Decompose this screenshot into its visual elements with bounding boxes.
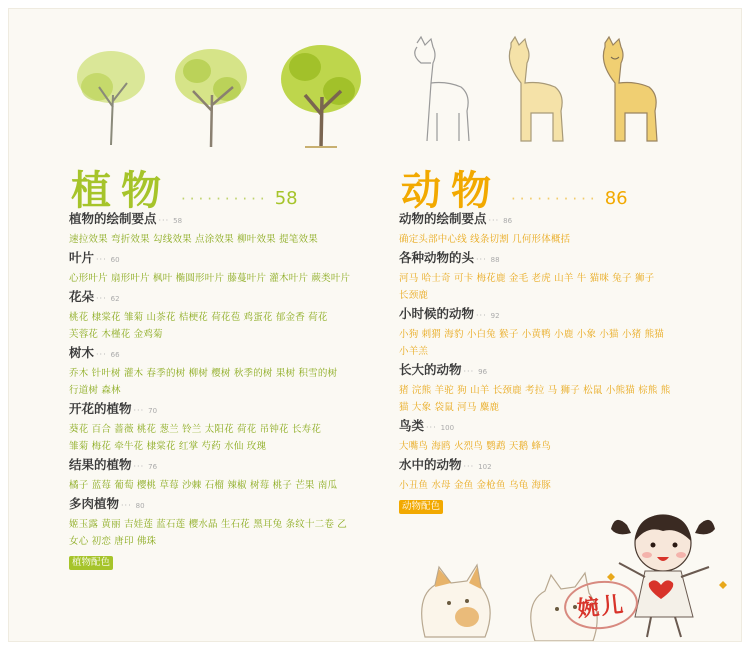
toc-entry-title-row	[69, 399, 369, 421]
toc-entry-subtopics: 猪 浣熊 羊驼 狗 山羊 长颈鹿 考拉 马 狮子 松鼠 小熊猫 棕熊 熊	[399, 385, 671, 396]
alpaca-sketch-1-icon	[415, 37, 469, 141]
toc-entry-page: 102	[478, 463, 492, 471]
toc-entry-page: 88	[490, 256, 500, 264]
toc-entry-subtopics: 乔木 针叶树 灌木 春季的树 柳树 樱树 秋季的树 果树 积雪的树	[69, 368, 338, 379]
toc-entry-subtopics: 速拉效果 弯折效果 勾线效果 点涂效果 柳叶效果 提笔效果	[69, 234, 318, 245]
toc-entry-title-row	[399, 304, 704, 326]
plants-toc-entry[interactable]	[69, 287, 369, 343]
toc-leader-dots: ···	[426, 423, 437, 432]
toc-leader-dots: ···	[121, 501, 132, 510]
toc-entry-page: 80	[135, 502, 145, 510]
animals-heading-dots: ··········	[511, 190, 599, 208]
toc-entry-subtopics: 女心 初恋 唐印 佛珠	[69, 536, 157, 547]
toc-leader-dots: ···	[133, 406, 145, 415]
toc-entry-title-row	[399, 455, 704, 477]
toc-entry-subtopics: 小狗 刺猬 海豹 小白兔 猴子 小黄鸭 小鹿 小象 小猫 小猪 熊猫	[399, 329, 664, 340]
animals-color-tag[interactable]: 动物配色	[399, 500, 443, 514]
toc-leader-dots: ···	[463, 462, 475, 471]
plants-toc-entry[interactable]	[69, 343, 369, 399]
toc-entry-subtopics: 桃花 棣棠花 雏菊 山茶花 桔梗花 荷花苞 鸡蛋花 郁金香 荷花	[69, 312, 328, 323]
animals-page-number: 86	[604, 188, 628, 209]
toc-entry-title-row	[399, 209, 704, 231]
plants-toc-entry[interactable]	[69, 248, 369, 287]
toc-entry-subtopics: 河马 哈士奇 可卡 梅花鹿 金毛 老虎 山羊 牛 猫咪 兔子 狮子	[399, 273, 655, 284]
animals-toc-entry[interactable]	[399, 416, 704, 455]
plants-color-tag[interactable]: 植物配色	[69, 556, 113, 570]
toc-entry-subtopics: 芙蓉花 木槿花 金鸡菊	[69, 329, 163, 340]
animals-toc	[399, 209, 704, 514]
plants-section-heading	[71, 159, 298, 216]
toc-entry-title[interactable]: 长大的动物	[399, 362, 462, 377]
plants-page-number: 58	[274, 188, 298, 209]
animals-section-heading	[401, 159, 628, 216]
plants-toc-entry[interactable]	[69, 494, 369, 550]
toc-entry-subtopics: 长颈鹿	[399, 290, 429, 301]
toc-entry-subtopics: 确定头部中心线 线条切割 几何形体概括	[399, 234, 571, 245]
toc-entry-subtopics: 心形叶片 扇形叶片 枫叶 椭圆形叶片 藤蔓叶片 灌木叶片 蕨类叶片	[69, 273, 351, 284]
toc-entry-title[interactable]: 花朵	[69, 289, 95, 304]
toc-entry-subtopics: 小羊羔	[399, 346, 429, 357]
toc-leader-dots: ···	[96, 294, 107, 303]
toc-entry-title[interactable]: 叶片	[69, 250, 95, 265]
toc-entry-title[interactable]: 结果的植物	[69, 457, 132, 472]
toc-entry-title-row	[69, 494, 369, 516]
toc-entry-subtopics: 葵花 百合 蔷薇 桃花 葱兰 铃兰 太阳花 荷花 吊钟花 长寿花	[69, 424, 322, 435]
toc-entry-page: 92	[490, 312, 500, 320]
toc-entry-subtopics: 大嘴鸟 海鸥 火烈鸟 鹦鹉 天鹅 蜂鸟	[399, 441, 551, 452]
toc-leader-dots: ···	[476, 255, 487, 264]
plants-heading: 植物	[71, 168, 171, 214]
toc-entry-title-row	[399, 360, 704, 382]
toc-entry-title[interactable]: 动物的绘制要点	[399, 211, 487, 226]
toc-leader-dots: ···	[463, 367, 475, 376]
toc-leader-dots: ···	[96, 350, 107, 359]
toc-entry-page: 62	[110, 295, 120, 303]
tree-sketch-2-icon	[175, 49, 247, 147]
toc-entry-title-row	[69, 248, 369, 270]
tree-illustrations	[69, 35, 369, 155]
plants-heading-dots: ··········	[181, 190, 269, 208]
toc-entry-title[interactable]: 小时候的动物	[399, 306, 475, 321]
toc-entry-title-row	[69, 287, 369, 309]
toc-entry-page: 100	[440, 424, 455, 432]
plants-toc-entry[interactable]	[69, 209, 369, 248]
toc-entry-page: 76	[148, 463, 158, 471]
toc-entry-page: 66	[110, 351, 120, 359]
toc-leader-dots: ···	[133, 462, 145, 471]
plants-toc-entry[interactable]	[69, 455, 369, 494]
animals-toc-entry[interactable]	[399, 304, 704, 360]
tree-sketch-3-icon	[281, 45, 361, 147]
plants-toc	[69, 209, 369, 570]
alpaca-sketch-2-icon	[509, 37, 563, 141]
toc-entry-title-row	[399, 248, 704, 270]
toc-entry-page: 96	[478, 368, 488, 376]
toc-leader-dots: ···	[158, 216, 170, 225]
toc-entry-title[interactable]: 植物的绘制要点	[69, 211, 157, 226]
toc-entry-title-row	[69, 455, 369, 477]
toc-entry-subtopics: 雏菊 梅花 牵牛花 棣棠花 红掌 芍药 水仙 玫瑰	[69, 441, 267, 452]
alpaca-illustrations	[401, 33, 671, 149]
toc-entry-title[interactable]: 鸟类	[399, 418, 425, 433]
toc-entry-page: 58	[173, 217, 183, 225]
animals-toc-entry[interactable]	[399, 209, 704, 248]
toc-leader-dots: ···	[96, 255, 107, 264]
animals-toc-entry[interactable]	[399, 360, 704, 416]
toc-entry-title-row	[69, 343, 369, 365]
toc-entry-title-row	[69, 209, 369, 231]
book-page	[8, 8, 742, 642]
toc-entry-page: 60	[110, 256, 120, 264]
toc-leader-dots: ···	[476, 311, 487, 320]
toc-entry-page: 70	[148, 407, 158, 415]
brand-text: 婉儿	[576, 592, 627, 622]
toc-entry-subtopics: 姬玉露 黄丽 吉娃莲 蓝石莲 樱水晶 生石花 黑耳兔 条纹十二卷 乙	[69, 519, 347, 530]
toc-entry-title[interactable]: 开花的植物	[69, 401, 132, 416]
animals-toc-entry[interactable]	[399, 248, 704, 304]
toc-entry-subtopics: 橘子 蓝莓 葡萄 樱桃 草莓 沙棘 石榴 辣椒 树莓 桃子 芒果 南瓜	[69, 480, 338, 491]
toc-entry-title[interactable]: 各种动物的头	[399, 250, 475, 265]
tree-sketch-1-icon	[77, 51, 145, 145]
animals-heading: 动物	[401, 168, 501, 214]
toc-entry-title[interactable]: 多肉植物	[69, 496, 120, 511]
toc-entry-title[interactable]: 水中的动物	[399, 457, 462, 472]
animals-toc-entry[interactable]	[399, 455, 704, 494]
toc-entry-title-row	[399, 416, 704, 438]
alpaca-sketch-3-icon	[603, 37, 657, 141]
toc-entry-subtopics: 行道树 森林	[69, 385, 121, 396]
toc-entry-title[interactable]: 树木	[69, 345, 95, 360]
toc-leader-dots: ···	[488, 216, 500, 225]
toc-entry-subtopics: 小丑鱼 水母 金鱼 金枪鱼 乌龟 海豚	[399, 480, 551, 491]
toc-entry-subtopics: 猫 大象 袋鼠 河马 麋鹿	[399, 402, 500, 413]
cat-sketch-1-icon	[422, 565, 490, 637]
toc-entry-page: 86	[503, 217, 513, 225]
plants-toc-entry[interactable]	[69, 399, 369, 455]
